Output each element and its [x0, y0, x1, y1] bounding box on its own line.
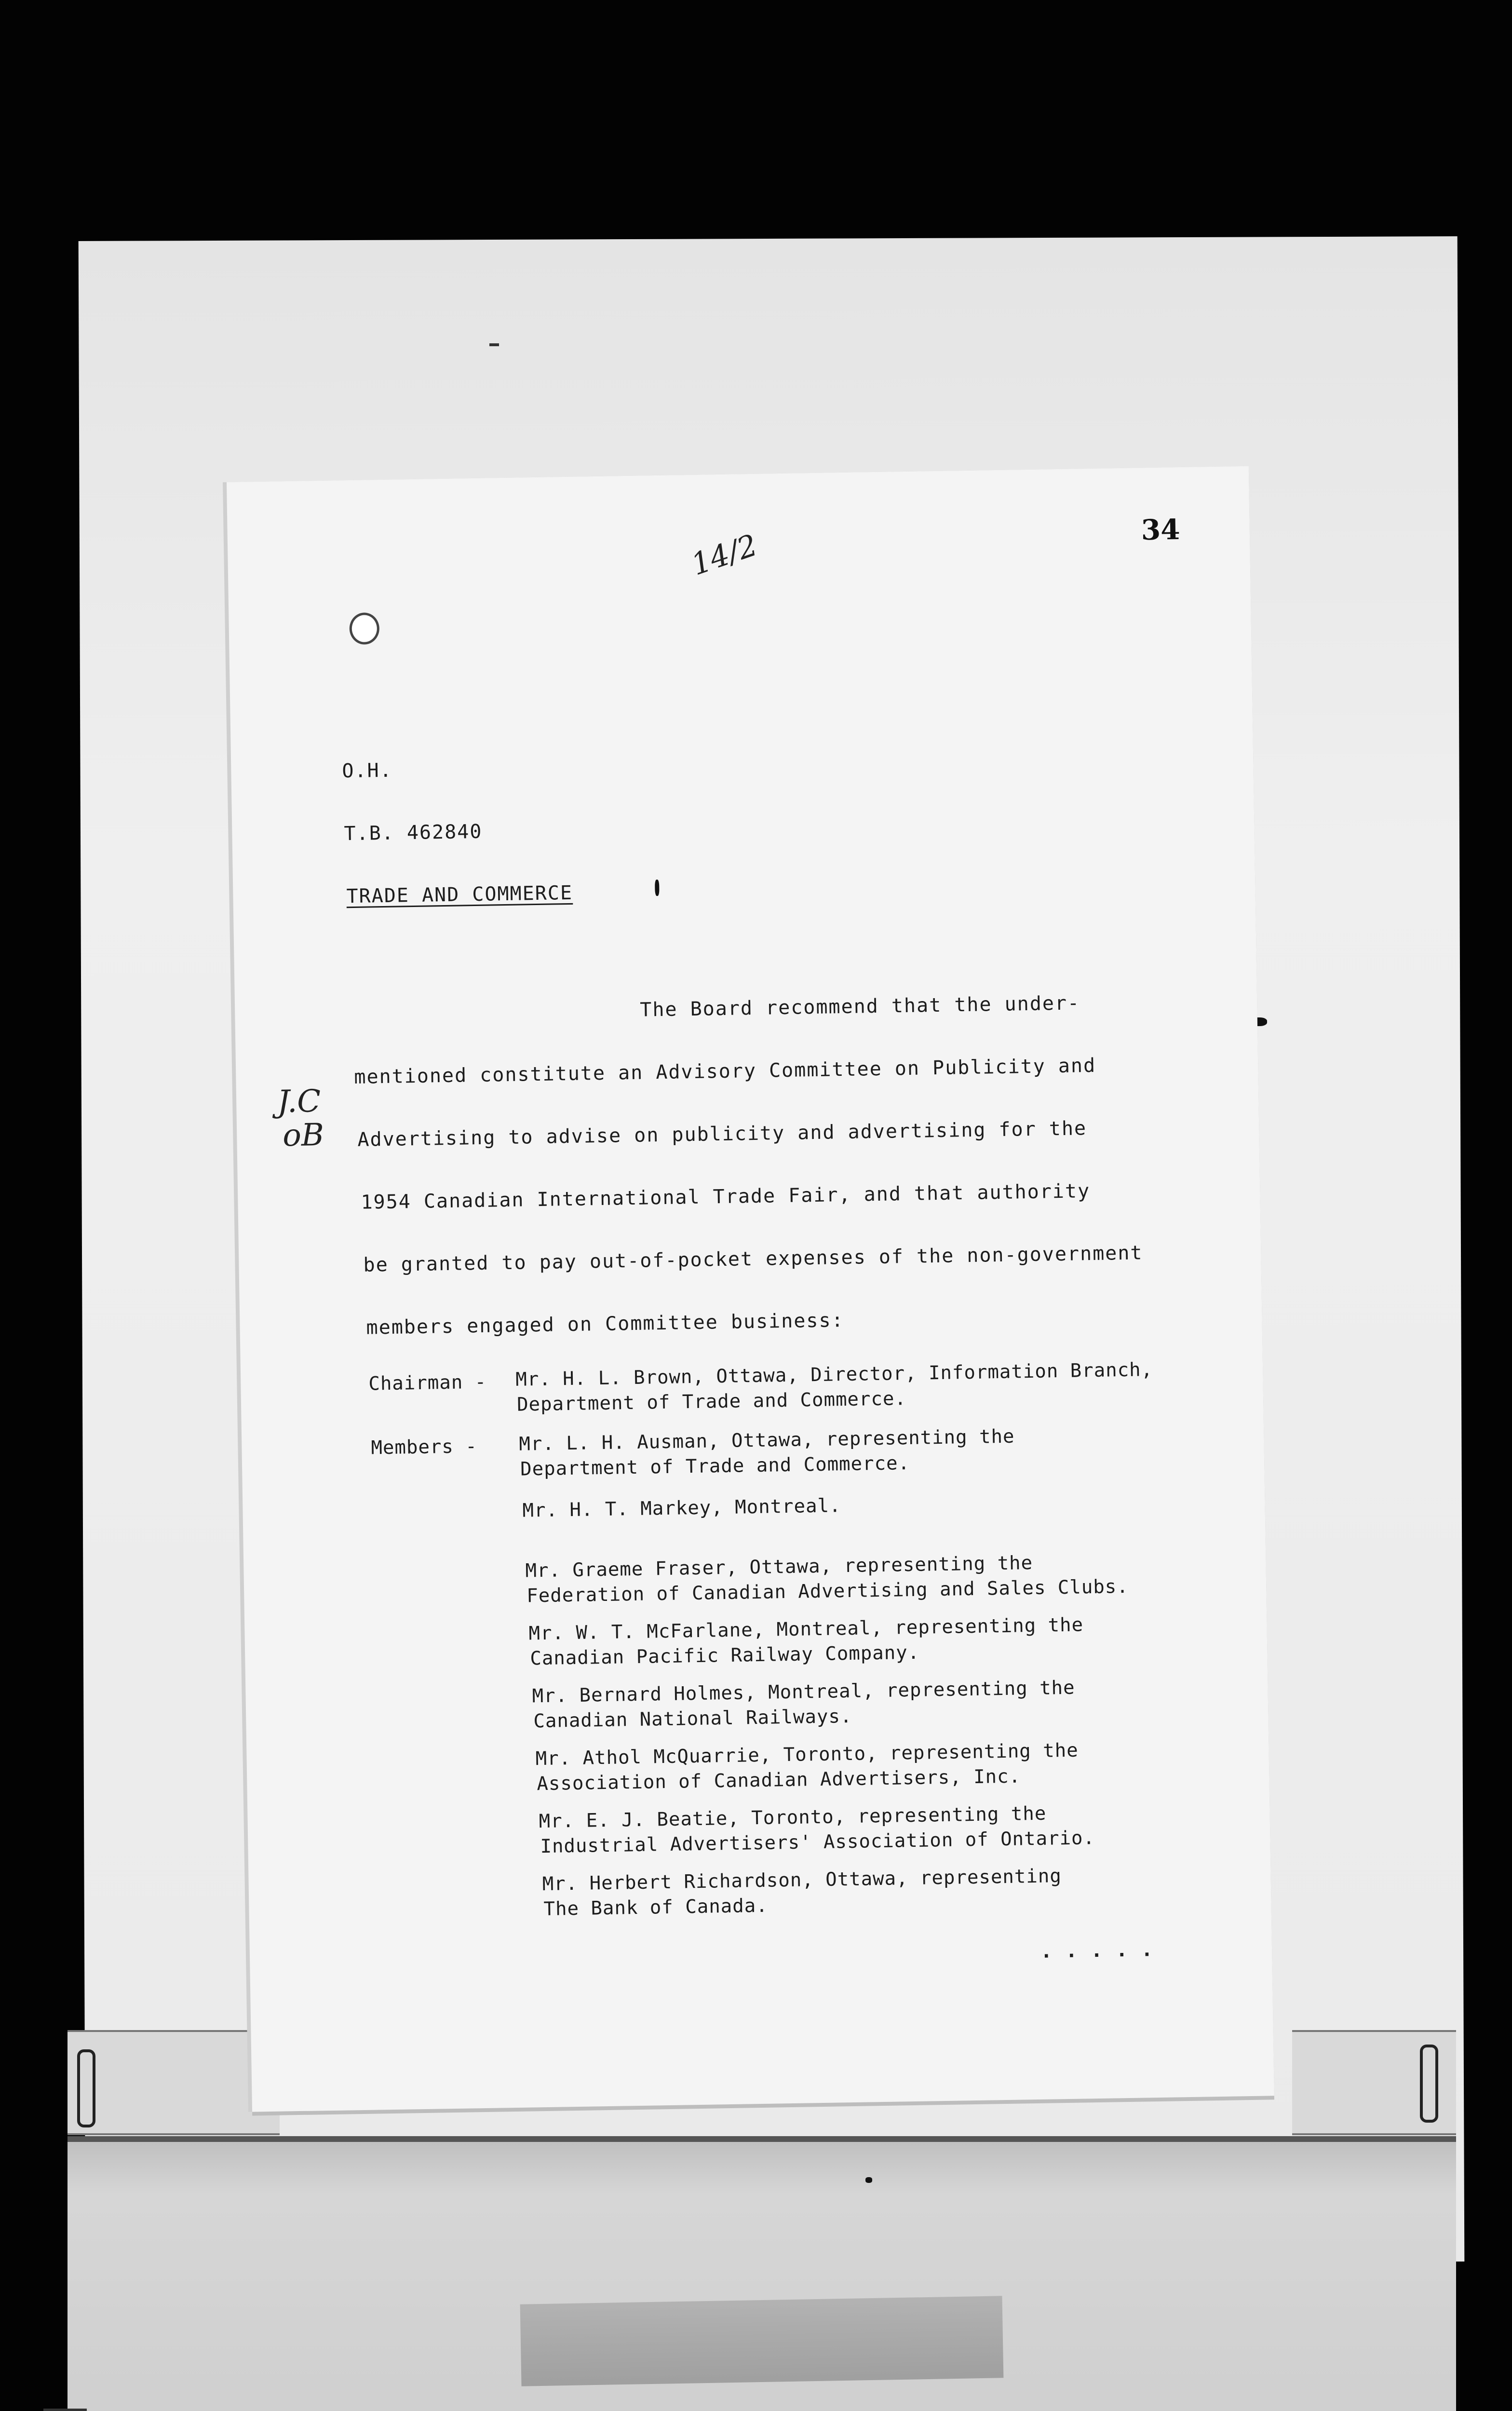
member-line: Mr. W. T. McFarlane, Montreal, representing the — [528, 1614, 1084, 1645]
member-line: The Bank of Canada. — [543, 1895, 768, 1921]
right-paper-clip-icon — [1420, 2045, 1438, 2123]
member-line: Industrial Advertisers' Association of Ontario. — [540, 1827, 1095, 1858]
left-paper-clip-icon — [77, 2049, 95, 2127]
office-code: O.H. — [342, 759, 393, 783]
film-speck — [43, 2409, 87, 2411]
continuation-dots: . . . . . — [1040, 1938, 1154, 1963]
member-line: Mr. H. T. Markey, Montreal. — [522, 1495, 841, 1522]
chairman-label: Chairman - — [368, 1371, 487, 1395]
chairman-line: Mr. H. L. Brown, Ottawa, Director, Information Branch, — [515, 1359, 1153, 1391]
left-clip-band — [68, 2030, 280, 2135]
member-line: Mr. Herbert Richardson, Ottawa, representing — [542, 1865, 1062, 1896]
body-line: The Board recommend that the under- — [639, 992, 1080, 1021]
members-label: Members - — [371, 1436, 478, 1459]
member-line: Department of Trade and Commerce. — [520, 1452, 910, 1480]
film-speck — [489, 343, 499, 346]
document-page — [227, 466, 1274, 2112]
member-line: Federation of Canadian Advertising and Sales Clubs. — [526, 1575, 1129, 1607]
body-line: Advertising to advise on publicity and advertising for the — [357, 1117, 1087, 1151]
handwritten-margin-initials: oB — [282, 1117, 324, 1154]
member-line: Mr. E. J. Beatie, Toronto, representing the — [539, 1802, 1047, 1833]
page-number: 34 — [1141, 513, 1181, 547]
member-line: Canadian National Railways. — [533, 1705, 852, 1733]
member-line: Mr. Bernard Holmes, Montreal, representing the — [532, 1677, 1075, 1707]
body-line: members engaged on Committee business: — [366, 1309, 844, 1339]
tape-strip — [520, 2296, 1004, 2386]
handwritten-file-ref: 14/2 — [687, 527, 762, 582]
film-speck — [655, 880, 660, 896]
body-line: mentioned constitute an Advisory Committee on Publicity and — [354, 1054, 1096, 1088]
handwritten-margin-initials: J.C — [277, 1084, 321, 1120]
member-line: Mr. L. H. Ausman, Ottawa, representing the — [519, 1425, 1015, 1455]
punch-hole — [349, 612, 379, 645]
member-line: Mr. Athol McQuarrie, Toronto, representing the — [535, 1739, 1079, 1770]
member-line: Canadian Pacific Railway Company. — [530, 1641, 920, 1670]
body-line: be granted to pay out-of-pocket expenses of the non-government — [363, 1242, 1143, 1276]
member-line: Mr. Graeme Fraser, Ottawa, representing the — [525, 1552, 1033, 1582]
department-heading: TRADE AND COMMERCE — [346, 881, 573, 908]
folder-edge-line — [68, 2136, 1456, 2142]
body-line: 1954 Canadian International Trade Fair, and that authority — [361, 1180, 1091, 1214]
tb-number: T.B. 462840 — [344, 820, 483, 845]
member-line: Association of Canadian Advertisers, Inc. — [537, 1765, 1021, 1795]
chairman-line: Department of Trade and Commerce. — [516, 1388, 907, 1416]
film-speck — [865, 2177, 872, 2183]
